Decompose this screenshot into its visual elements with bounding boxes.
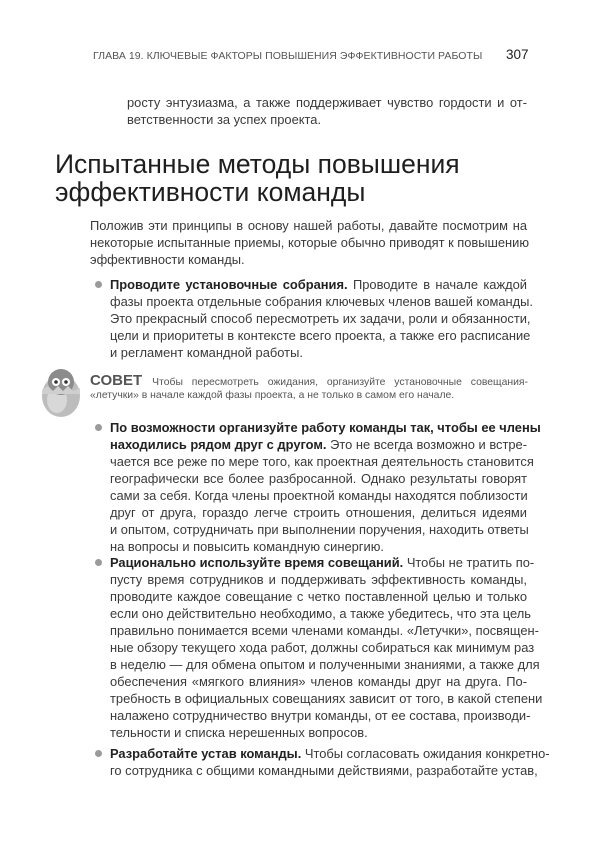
body-text: и опытом, сотрудничать при выполнении поручения, находить ответы xyxy=(110,522,529,537)
text-line xyxy=(110,538,527,555)
continuation-paragraph xyxy=(127,94,527,128)
tip-line xyxy=(90,373,528,388)
text-line xyxy=(127,94,527,111)
body-text: Чтобы согласовать ожидания конкретно- xyxy=(301,746,550,761)
text-line xyxy=(110,656,540,673)
text-line xyxy=(110,690,543,707)
text-line xyxy=(90,217,527,234)
text-line xyxy=(110,487,527,504)
text-line xyxy=(110,745,550,762)
bullet-dot xyxy=(95,424,102,431)
body-text: требность в официальных совещаниях зависит от того, в какой степени xyxy=(110,691,543,706)
body-text: Проводите в начале каждой xyxy=(347,277,527,292)
body-text: эффективности команды. xyxy=(90,252,245,267)
body-text: Это прекрасный способ пересмотреть их задачи, роли и обязанности, xyxy=(110,311,531,326)
text-line xyxy=(110,605,531,622)
text-line xyxy=(110,639,535,656)
body-text: ветственности за успех проекта. xyxy=(127,112,322,127)
body-text: сами за себя. Когда члены проектной команды находятся поблизости xyxy=(110,488,528,503)
tip-label: СОВЕТ xyxy=(90,372,143,389)
body-text: в неделю — для обмена опытом и полученными знаниями, а также для xyxy=(110,657,540,672)
hatching-chick-egg-icon xyxy=(38,364,84,418)
text-line xyxy=(110,327,531,344)
body-text: цели и приоритеты в контексте всего проекта, а также его расписание xyxy=(110,328,531,343)
running-header: ГЛАВА 19. КЛЮЧЕВЫЕ ФАКТОРЫ ПОВЫШЕНИЯ ЭФФЕКТИВНОСТИ РАБОТЫ xyxy=(93,50,483,62)
body-text: ные обзору текущего хода работ, должны собираться как минимум раз xyxy=(110,640,535,655)
text-line xyxy=(110,571,527,588)
bullet-item-kickoff-meetings xyxy=(110,276,534,361)
body-text: проводите каждое совещание с четко поставленной целью и только xyxy=(110,589,527,604)
bold-lead-text: Проводите установочные собрания. xyxy=(110,277,348,292)
body-text: го сотрудника с общими командными действиями, разработайте устав, xyxy=(110,763,538,778)
text-line xyxy=(110,470,527,487)
text-line xyxy=(110,436,527,453)
text-line xyxy=(110,521,527,538)
body-text: Положив эти принципы в основу нашей работы, давайте посмотрим на xyxy=(90,218,527,233)
body-text: правильно понимается всеми членами команды. «Летучки», посвящен- xyxy=(110,623,539,638)
text-line xyxy=(90,251,527,268)
bold-lead-text: Рационально используйте время совещаний. xyxy=(110,555,404,570)
heading-line: Испытанные методы повышения xyxy=(55,149,460,179)
body-text: тельности и списка нерешенных вопросов. xyxy=(110,725,368,740)
bullet-item-team-charter xyxy=(110,745,550,779)
text-line xyxy=(110,419,541,436)
body-text: фазы проекта отдельные собрания ключевых членов вашей команды. xyxy=(110,294,534,309)
body-text: чается все реже по мере того, как проектная деятельность становится xyxy=(110,454,534,469)
heading-line: эффективности команды xyxy=(55,177,366,207)
text-line xyxy=(110,588,527,605)
bullet-dot xyxy=(95,559,102,566)
body-text: географически все более разбросанной. Однако результаты говорят xyxy=(110,471,527,486)
text-line xyxy=(110,504,527,521)
body-text: налажено сотрудничество внутри команды, от ее состава, производи- xyxy=(110,708,531,723)
text-line xyxy=(110,724,527,741)
body-text: обеспечения «мягкого влияния» членов команды друг на друга. По- xyxy=(110,674,527,689)
page-number: 307 xyxy=(506,47,529,62)
body-text: Чтобы не тратить по- xyxy=(403,555,535,570)
text-line xyxy=(127,111,527,128)
body-text: и регламент командной работы. xyxy=(110,345,303,360)
text-line xyxy=(110,453,534,470)
text-line xyxy=(110,293,534,310)
intro-paragraph xyxy=(90,217,530,268)
bold-lead-text: находились рядом друг с другом. xyxy=(110,437,327,452)
text-line xyxy=(110,622,539,639)
body-text: некоторые испытанные приемы, которые обычно приводят к повышению xyxy=(90,235,530,250)
text-line xyxy=(110,707,531,724)
text-line xyxy=(110,276,527,293)
text-line xyxy=(110,673,527,690)
body-text: пусту время сотрудников и поддерживать эффективность команды, xyxy=(110,572,527,587)
body-text: росту энтузиазма, а также поддерживает чувство гордости и от- xyxy=(127,95,527,110)
tip-text: Чтобы пересмотреть ожидания, организуйте установочные совещания- xyxy=(152,377,528,388)
body-text: Это не всегда возможно и встре- xyxy=(326,437,528,452)
text-line xyxy=(110,762,538,779)
tip-line: «летучки» в начале каждой фазы проекта, а не только в самом его начале. xyxy=(90,390,455,401)
bold-lead-text: По возможности организуйте работу команды так, чтобы ее члены xyxy=(110,420,541,435)
bullet-item-meeting-time xyxy=(110,554,543,741)
bullet-dot xyxy=(95,750,102,757)
body-text: на вопросы и повысить командную синергию. xyxy=(110,539,384,554)
tip-box xyxy=(90,373,528,403)
text-line xyxy=(110,344,527,361)
bold-lead-text: Разработайте устав команды. xyxy=(110,746,302,761)
bullet-item-colocation xyxy=(110,419,541,555)
text-line xyxy=(110,554,535,571)
body-text: друг от друга, гораздо легче строить отношения, делиться идеями xyxy=(110,505,527,520)
section-heading xyxy=(55,150,460,206)
text-line xyxy=(110,310,531,327)
bullet-dot xyxy=(95,281,102,288)
body-text: если оно действительно необходимо, а также убедитесь, что эта цель xyxy=(110,606,531,621)
text-line xyxy=(90,234,530,251)
